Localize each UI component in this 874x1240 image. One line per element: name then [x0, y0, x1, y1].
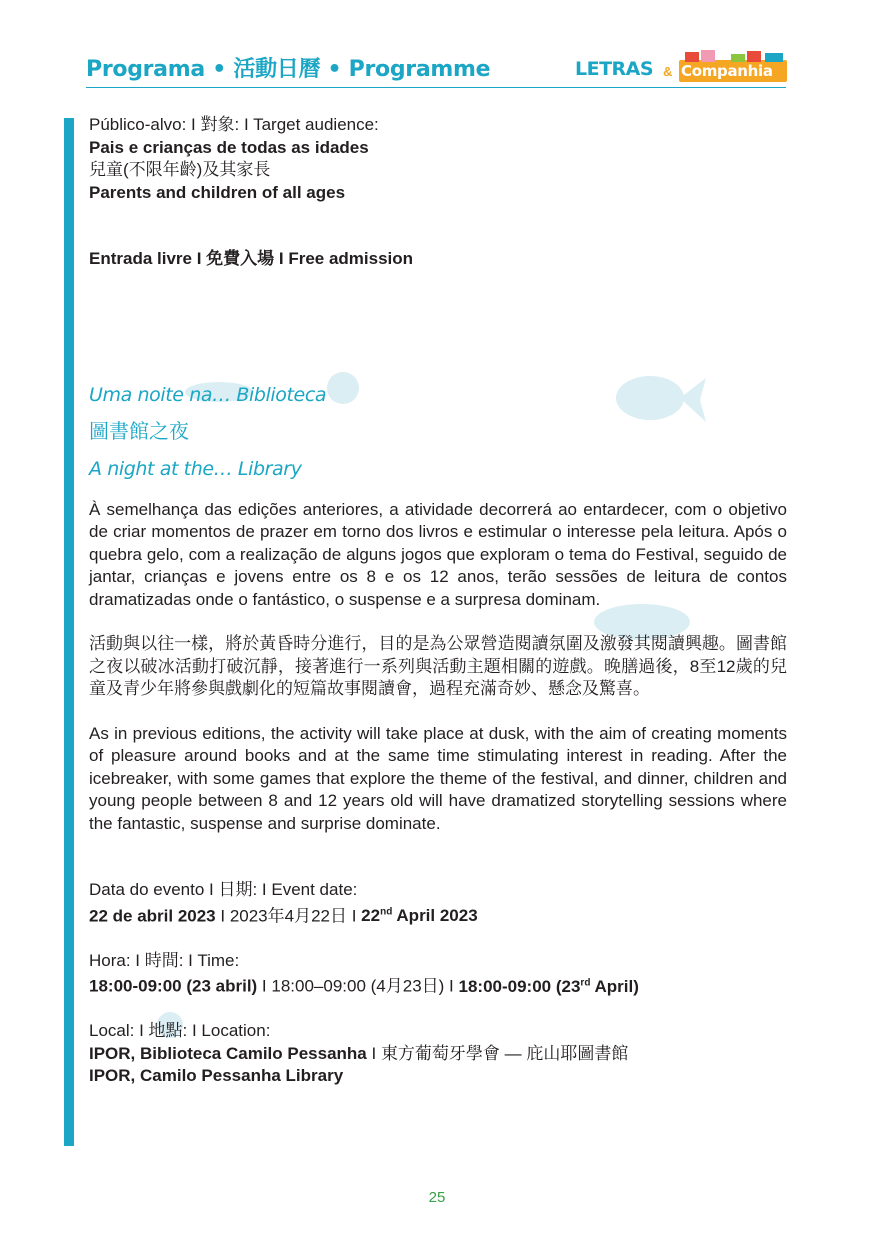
- location-zh: 東方葡萄牙學會 — 庇山耶圖書館: [380, 1043, 629, 1063]
- page-number: 25: [428, 1189, 446, 1206]
- date-en-rest: April 2023: [392, 906, 478, 926]
- location-en: IPOR, Camilo Pessanha Library: [89, 1066, 344, 1086]
- left-accent-bar: [64, 118, 74, 1146]
- time-separator-2: I: [444, 976, 459, 996]
- event-content: [89, 114, 787, 1088]
- audience-en: Parents and children of all ages: [89, 182, 346, 202]
- audience-pt: Pais e crianças de todas as idades: [89, 137, 369, 157]
- logo-companhia-text: Companhia: [681, 62, 773, 80]
- logo-ampersand: &: [663, 64, 673, 79]
- event-description-zh: 活動與以往一樣，將於黃昏時分進行，目的是為公眾營造閱讀氛圍及激發其閱讀興趣。圖書館之夜以破冰活動打破沉靜，接著進行一系列與活動主題相關的遊戲。晚膳過後，8至12歲的兒童及青少年將參與戲劇化的短篇故事閱讀會，過程充滿奇妙、懸念及驚喜。: [89, 634, 787, 698]
- time-en-suffix: rd: [580, 977, 591, 989]
- event-description-pt: À semelhança das edições anteriores, a atividade decorrerá ao entardecer, com o objetivo de criar momentos de prazer em torno dos livros e estimular o interesse pela leitura. Após o quebra gelo, com a realização de alguns jogos que exploram o tema do Festival, seguido de jantar, crianças e jovens entre os 8 e os 12 anos, terão sessões de leitura de contos dramatizadas onde o fantástico, o suspense e a surpresa dominam.: [89, 499, 787, 609]
- event-title-zh: 圖書館之夜: [89, 420, 189, 443]
- logo-letras-text: LETRAS: [575, 58, 654, 80]
- date-label: Data do evento I 日期: I Event date:: [89, 880, 358, 899]
- event-title-pt: Uma noite na… Biblioteca: [89, 383, 327, 406]
- time-values: [89, 972, 787, 998]
- location-pt: IPOR, Biblioteca Camilo Pessanha: [89, 1043, 367, 1063]
- logo-block-blue: [765, 53, 783, 62]
- date-separator-1: I: [215, 906, 230, 926]
- date-en-suffix: nd: [380, 906, 393, 918]
- logo-block-pink: [701, 50, 715, 62]
- audience-label: Público-alvo: I 對象: I Target audience:: [89, 115, 379, 134]
- letras-companhia-logo: [575, 50, 787, 86]
- date-pt: 22 de abril 2023: [89, 906, 216, 926]
- logo-block-green: [731, 54, 745, 62]
- time-separator-1: I: [257, 976, 272, 996]
- date-en-day: 22: [361, 906, 381, 926]
- location-label: Local: I 地點: I Location:: [89, 1021, 271, 1041]
- audience-zh: 兒童(不限年齡)及其家長: [89, 160, 271, 179]
- time-label: Hora: I 時間: I Time:: [89, 950, 240, 970]
- date-separator-2: I: [347, 906, 362, 926]
- header-divider: [86, 87, 786, 88]
- logo-block-red-2: [747, 51, 761, 62]
- admission-info: Entrada livre I 免費入場 I Free admission: [89, 249, 414, 268]
- time-pt: 18:00-09:00 (23 abril): [89, 976, 258, 996]
- logo-block-red: [685, 52, 699, 62]
- time-en-rest: April): [590, 976, 639, 996]
- location-line-1: [89, 1043, 787, 1066]
- time-en: 18:00-09:00 (23: [458, 976, 581, 996]
- event-description-en: As in previous editions, the activity will take place at dusk, with the aim of creating moments of pleasure around books and at the same time stimulating interest in reading. After the icebreaker, with some games that explore the theme of the festival, and dinner, children and young people between 8 and 12 years old will have dramatized storytelling sessions where the fantastic, suspense and surprise dominate.: [89, 723, 787, 833]
- location-separator: I: [366, 1043, 381, 1063]
- date-values: [89, 902, 787, 928]
- event-title-en: A night at the… Library: [89, 457, 302, 480]
- section-header-title: Programa • 活動日曆 • Programme: [86, 57, 491, 82]
- date-zh: 2023年4月22日: [229, 906, 347, 926]
- time-zh: 18:00–09:00 (4月23日): [271, 976, 445, 996]
